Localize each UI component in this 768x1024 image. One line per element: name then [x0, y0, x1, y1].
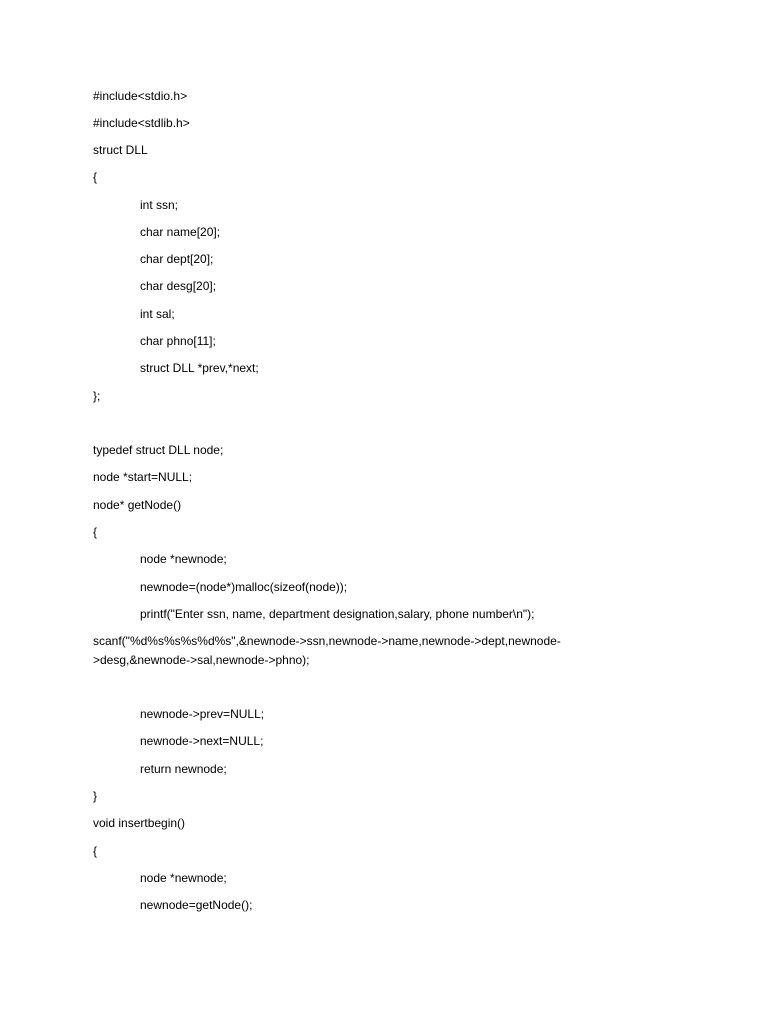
code-line-newnode-decl: node *newnode;: [140, 552, 227, 566]
code-line-open-brace: {: [93, 170, 98, 184]
code-line-field-ssn: int ssn;: [140, 198, 179, 212]
code-line-newnode-decl: node *newnode;: [140, 871, 227, 885]
code-line-prev-null: newnode->prev=NULL;: [140, 707, 265, 721]
code-line-start-decl: node *start=NULL;: [93, 470, 193, 484]
code-line-next-null: newnode->next=NULL;: [140, 734, 264, 748]
code-line-include-stdio: #include<stdio.h>: [93, 89, 188, 103]
code-line-field-name: char name[20];: [140, 225, 221, 239]
code-line-field-phno: char phno[11];: [140, 334, 216, 348]
code-line-getnode-sig: node* getNode(): [93, 498, 182, 512]
code-line-include-stdlib: #include<stdlib.h>: [93, 116, 190, 130]
code-line-getnode-call: newnode=getNode();: [140, 898, 253, 912]
code-line-close-brace: }: [93, 789, 98, 803]
code-line-scanf: scanf("%d%s%s%s%d%s",&newnode->ssn,newnode->name,newnode->dept,newnode-: [93, 634, 561, 648]
code-line-field-dept: char dept[20];: [140, 252, 214, 266]
code-line-open-brace: {: [93, 525, 98, 539]
code-line-struct-decl: struct DLL: [93, 143, 148, 157]
code-line-field-links: struct DLL *prev,*next;: [140, 361, 259, 375]
code-line-field-sal: int sal;: [140, 307, 175, 321]
code-line-insertbegin-sig: void insertbegin(): [93, 816, 186, 830]
code-line-malloc: newnode=(node*)malloc(sizeof(node));: [140, 580, 348, 594]
code-line-scanf-continued: >desg,&newnode->sal,newnode->phno);: [93, 653, 310, 667]
code-line-close-struct: };: [93, 389, 101, 403]
code-line-printf: printf("Enter ssn, name, department designation,salary, phone number\n");: [140, 607, 535, 621]
code-line-return: return newnode;: [140, 762, 227, 776]
code-line-field-desg: char desg[20];: [140, 279, 217, 293]
code-line-typedef: typedef struct DLL node;: [93, 443, 224, 457]
code-line-open-brace: {: [93, 844, 98, 858]
